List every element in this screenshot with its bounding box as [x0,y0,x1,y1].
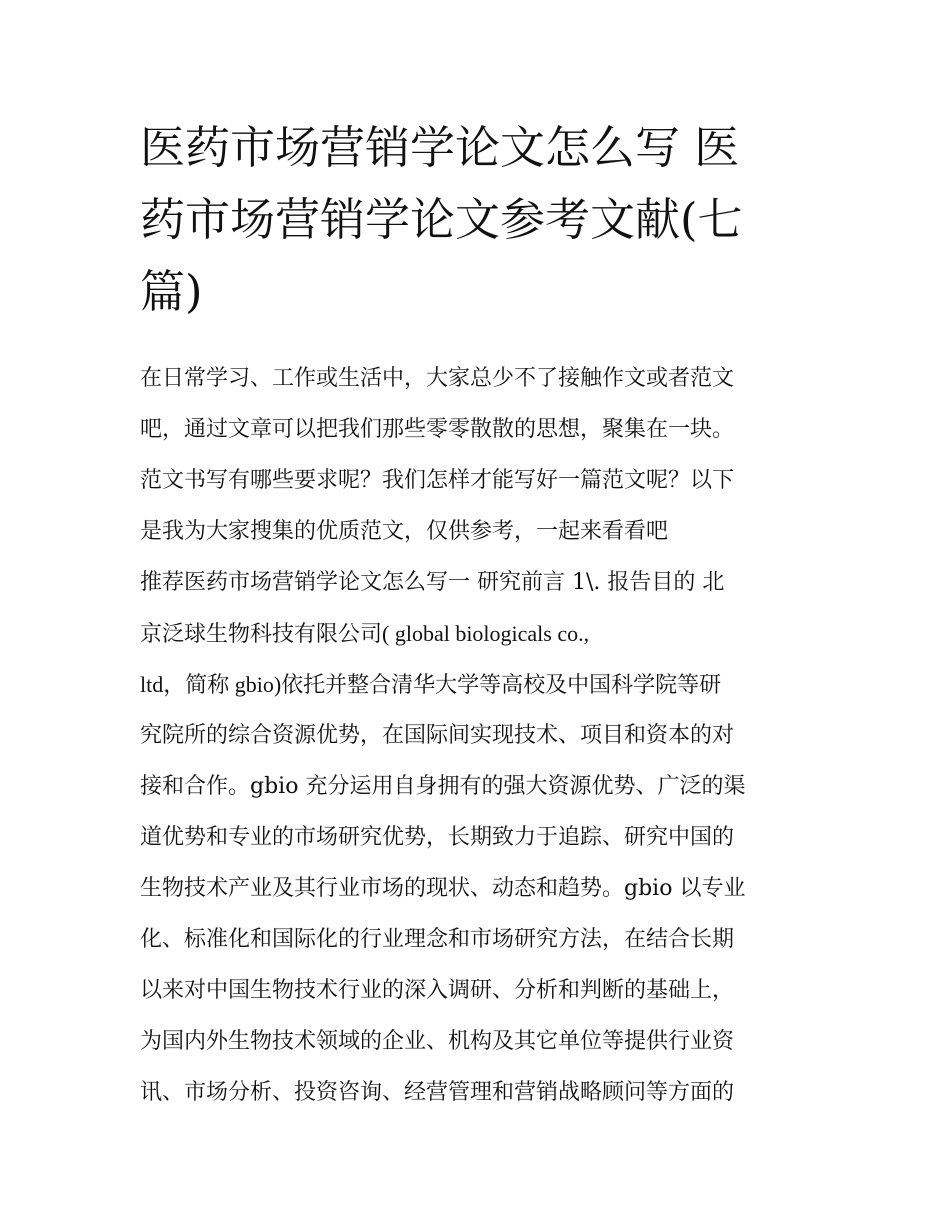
body-line-11: 生物技术产业及其行业市场的现状、动态和趋势。gbio 以专业 [140,876,746,901]
body-line-5: 推荐医药市场营销学论文怎么写一 研究前言 1\. 报告目的 北 [140,570,725,595]
body-line-9: 接和合作。gbio 充分运用自身拥有的强大资源优势、广泛的渠 [140,774,746,799]
body-line-1: 在日常学习、工作或生活中，大家总少不了接触作文或者范文 [140,366,735,391]
document-title [140,112,820,328]
body-line-14: 为国内外生物技术领域的企业、机构及其它单位等提供行业资 [140,1029,735,1054]
article-body [140,353,820,1118]
body-line-15: 讯、市场分析、投资咨询、经营管理和营销战略顾问等方面的 [140,1080,735,1105]
body-line-3: 范文书写有哪些要求呢？我们怎样才能写好一篇范文呢？以下 [140,468,735,493]
body-line-7: ltd，简称 gbio)依托并整合清华大学等高校及中国科学院等研 [140,672,722,697]
title-line-2: 药市场营销学论文参考文献(七 [140,193,743,246]
body-line-6: 京泛球生物科技有限公司( global biologicals co., [140,621,590,646]
body-line-10: 道优势和专业的市场研究优势，长期致力于追踪、研究中国的 [140,825,735,850]
title-line-3: 篇) [140,265,203,318]
body-line-4: 是我为大家搜集的优质范文，仅供参考，一起来看看吧 [140,519,669,544]
body-line-2: 吧，通过文章可以把我们那些零零散散的思想，聚集在一块。 [140,417,735,442]
title-line-1: 医药市场营销学论文怎么写 医 [140,121,740,174]
body-line-13: 以来对中国生物技术行业的深入调研、分析和判断的基础上， [140,978,735,1003]
body-line-12: 化、标准化和国际化的行业理念和市场研究方法，在结合长期 [140,927,735,952]
body-line-8: 究院所的综合资源优势，在国际间实现技术、项目和资本的对 [140,723,735,748]
